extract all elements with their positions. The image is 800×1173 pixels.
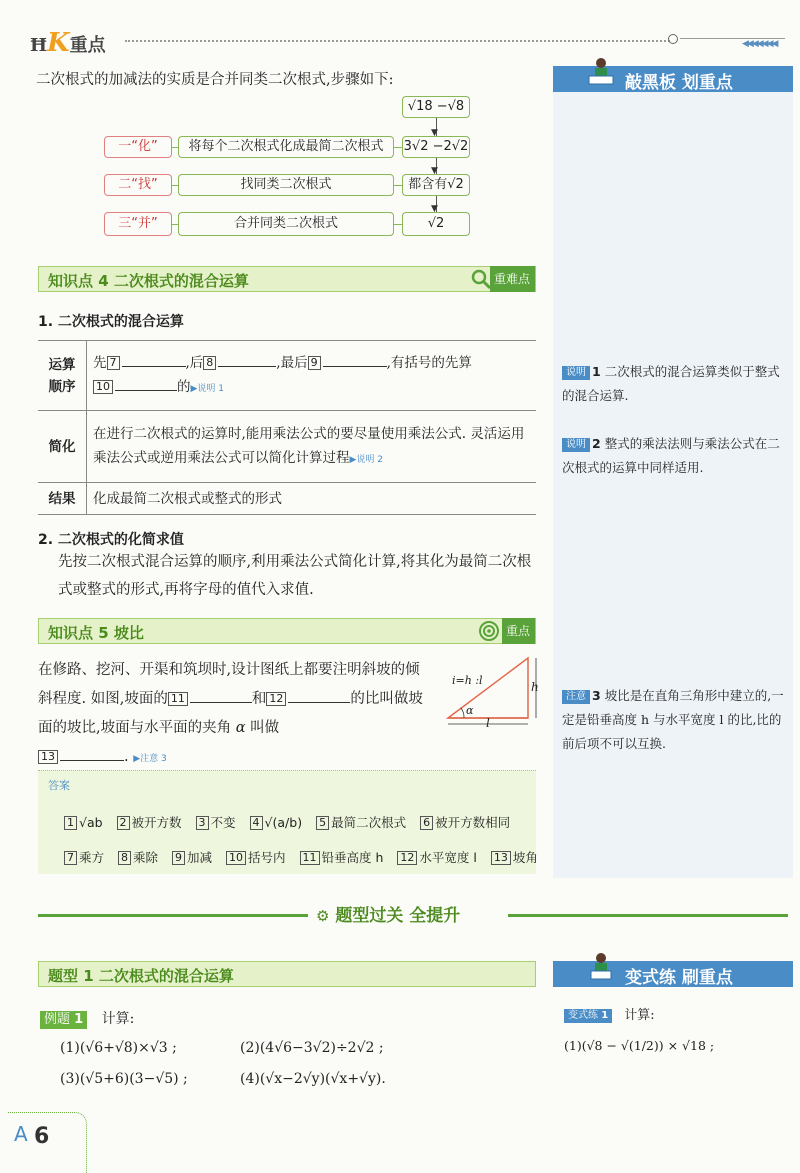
result-content: 化成最简二次根式或整式的形式: [87, 483, 537, 515]
page-logo-icon: A: [14, 1122, 28, 1146]
knowledge-point-5-header: 知识点 5 坡比 重点: [38, 618, 536, 644]
flow-step-label-2: 二“找”: [104, 174, 172, 196]
subheading-1: 1. 二次根式的混合运算: [38, 314, 184, 330]
flow-step-result-1: 3√2 −2√2: [402, 136, 470, 158]
subheading-2: 2. 二次根式的化简求值: [38, 532, 184, 548]
sidebar-note-2: 说明 2 整式的乘法法则与乘法公式在二次根式的运算中同样适用.: [562, 436, 780, 475]
flow-step-result-2: 都含有√2: [402, 174, 470, 196]
connector: [394, 185, 402, 186]
length-label: l: [486, 716, 490, 730]
brand-logo: ĦK重点: [30, 28, 106, 58]
note-tag: 说明: [562, 438, 590, 452]
student-icon: [587, 951, 615, 981]
arrow-down-icon: ▼: [431, 204, 438, 214]
flow-step-action-2: 找同类二次根式: [178, 174, 394, 196]
height-label: h: [531, 680, 539, 694]
connector: [394, 224, 402, 225]
example-1-label: 例题 1 计算:: [40, 1008, 134, 1029]
section-divider-right: [508, 914, 788, 917]
section-divider-title: ⚙ 题型过关 全提升: [316, 906, 461, 926]
variant-1-label: 变式练 1 计算:: [564, 1004, 655, 1023]
example-tag: 例题 1: [40, 1011, 87, 1029]
flow-step-action-1: 将每个二次根式化成最简二次根式: [178, 136, 394, 158]
slope-paragraph: 在修路、挖河、开渠和筑坝时,设计图纸上都要注明斜坡的倾斜程度. 如图,坡面的 11 和 12 的比叫做坡面的坡比,坡面与水平面的夹角 α 叫做 13 . ▶注意 3: [38, 662, 423, 765]
row-header-result: 结果: [38, 483, 87, 515]
simplify-content: 在进行二次根式的运算时,能用乘法公式的要尽量使用乘法公式. 灵活运用乘法公式或逆用乘法公式可以简化计算过程▶说明 2: [87, 411, 537, 483]
question-type-1-header: 题型 1 二次根式的混合运算: [38, 961, 536, 987]
teacher-icon: [587, 56, 615, 86]
example-part-4: (4)(√x−2√y)(√x+√y).: [240, 1071, 386, 1087]
example-part-1: (1)(√6+√8)×√3 ;: [60, 1040, 177, 1056]
sidebar-header-knock: 敲黑板 划重点: [553, 66, 793, 92]
page-number: 6: [34, 1124, 50, 1149]
flow-step-result-3: √2: [402, 212, 470, 236]
flow-top-expr: √18 −√8: [402, 96, 470, 118]
rule-end-circle: [668, 34, 678, 44]
order-content: 先 7 ,后 8 ,最后 9 ,有括号的先算 10 的▶说明 1: [87, 341, 537, 411]
answers-row-2: 7 乘方 8 乘除 9 加减 10 括号内 11 铅垂高度 h 12 水平宽度 l 13 坡角: [64, 848, 548, 866]
slope-ratio-label: i=h :l: [452, 674, 483, 687]
connector: [394, 147, 402, 148]
example-part-3: (3)(√5+6)(3−√5) ;: [60, 1071, 188, 1087]
answers-row-1: 1 √ab 2 被开方数 3 不变 4 √(a/b) 5 最简二次根式 6 被开方数相同: [64, 813, 520, 831]
mixed-operation-table: [38, 340, 536, 515]
answers-panel: [38, 770, 536, 874]
answers-heading: 答案: [48, 779, 70, 792]
intro-text: 二次根式的加减法的实质是合并同类二次根式,步骤如下:: [36, 72, 394, 88]
arrow-down-icon: ▼: [431, 128, 438, 138]
knowledge-point-4-header: 知识点 4 二次根式的混合运算 重难点: [38, 266, 536, 292]
sidebar-note-1: 说明 1 二次根式的混合运算类似于整式的混合运算.: [562, 364, 780, 403]
variant-tag: 变式练 1: [564, 1009, 612, 1023]
angle-label: α: [466, 704, 474, 717]
example-part-2: (2)(4√6−3√2)÷2√2 ;: [240, 1040, 384, 1056]
importance-badge: 重点: [502, 618, 535, 644]
note-tag: 注意: [562, 690, 590, 704]
arrow-down-icon: ▼: [431, 166, 438, 176]
sidebar-note-3: 注意 3 坡比是在直角三角形中建立的,一定是铅垂高度 h 与水平宽度 l 的比,比的前后项不可以互换.: [562, 688, 784, 751]
slope-triangle-diagram: [440, 650, 550, 740]
section-divider-left: [38, 914, 308, 917]
top-dotted-rule: [125, 40, 670, 42]
target-icon: [477, 619, 501, 643]
sidebar-header-variant: 变式练 刷重点: [553, 961, 793, 987]
sub2-paragraph: 先按二次根式混合运算的顺序,利用乘法公式简化计算,将其化为最简二次根式或整式的形式,再将字母的值代入求值.: [58, 554, 532, 598]
flow-step-action-3: 合并同类二次根式: [178, 212, 394, 236]
difficulty-badge: 重难点: [490, 266, 535, 292]
flow-step-label-3: 三“并”: [104, 212, 172, 236]
flow-step-label-1: 一“化”: [104, 136, 172, 158]
variant-1-expression: (1)(√8 − √(1/2)) × √18 ;: [564, 1038, 715, 1053]
row-header-order: 运算 顺序: [38, 341, 87, 411]
note-tag: 说明: [562, 366, 590, 380]
triangles-decoration: ◀◀◀◀◀◀◀: [742, 39, 777, 49]
row-header-simplify: 简化: [38, 411, 87, 483]
